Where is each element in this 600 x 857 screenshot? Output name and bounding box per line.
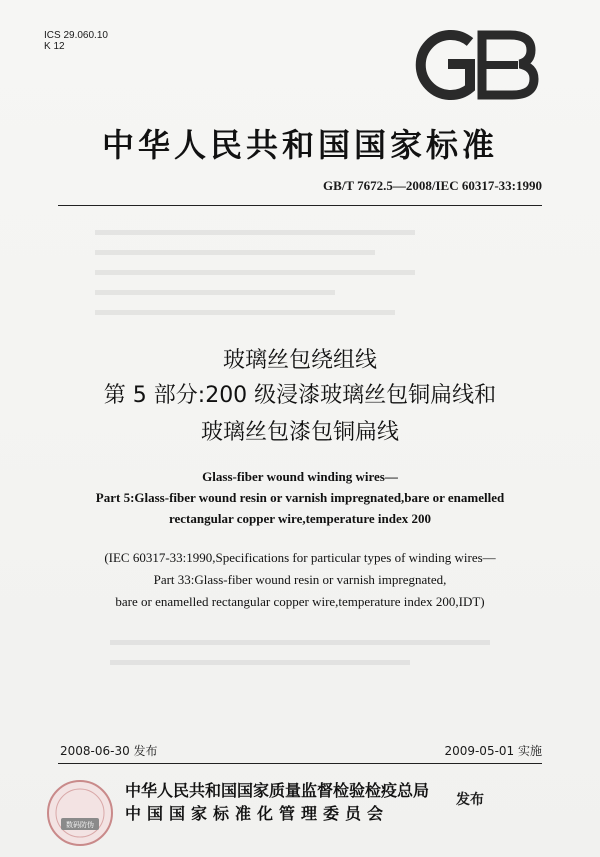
show-through: [95, 230, 415, 235]
anti-counterfeit-seal-icon: [45, 778, 115, 848]
classification-codes: [44, 30, 108, 52]
show-through: [95, 310, 395, 315]
title-en-line3: rectangular copper wire,temperature index 200: [168, 511, 431, 526]
top-divider: [58, 205, 542, 206]
publish-label: 发布: [456, 792, 484, 808]
title-zh-line1: 玻璃丝包绕组线: [222, 348, 377, 373]
issuer-sac: 中国国家标准化管理委员会: [125, 804, 390, 823]
show-through: [110, 640, 490, 645]
svg-text:数码防伪: 数码防伪: [66, 821, 94, 829]
title-zh-line2: 第 5 部分:200 级浸漆玻璃丝包铜扁线和: [103, 383, 497, 408]
show-through: [95, 270, 415, 275]
bottom-divider: [58, 763, 542, 764]
show-through: [95, 250, 375, 255]
iec-reference-line1: (IEC 60317-33:1990,Specifications for particular types of winding wires—: [104, 550, 496, 565]
ics-code: ICS 29.060.10: [44, 30, 108, 41]
issuer-aqsiq: 中华人民共和国国家质量监督检验检疫总局: [125, 781, 430, 800]
publish-date: 2008-06-30 发布: [60, 744, 158, 758]
title-zh-line3: 玻璃丝包漆包铜扁线: [200, 420, 399, 445]
title-en-line2: Part 5:Glass-fiber wound resin or varnish impregnated,bare or enamelled: [95, 490, 505, 505]
show-through: [95, 290, 335, 295]
gb-logo: [410, 28, 540, 102]
show-through: [110, 660, 410, 665]
title-en-line1: Glass-fiber wound winding wires—: [202, 469, 398, 484]
category-code: K 12: [44, 41, 65, 52]
iec-reference-line3: bare or enamelled rectangular copper wire,temperature index 200,IDT): [115, 594, 485, 609]
national-standard-title: 中华人民共和国国家标准: [101, 126, 498, 164]
iec-reference-line2: Part 33:Glass-fiber wound resin or varnish impregnated,: [153, 572, 447, 587]
standard-number: GB/T 7672.5—2008/IEC 60317-33:1990: [323, 178, 542, 193]
effective-date: 2009-05-01 实施: [444, 744, 542, 758]
